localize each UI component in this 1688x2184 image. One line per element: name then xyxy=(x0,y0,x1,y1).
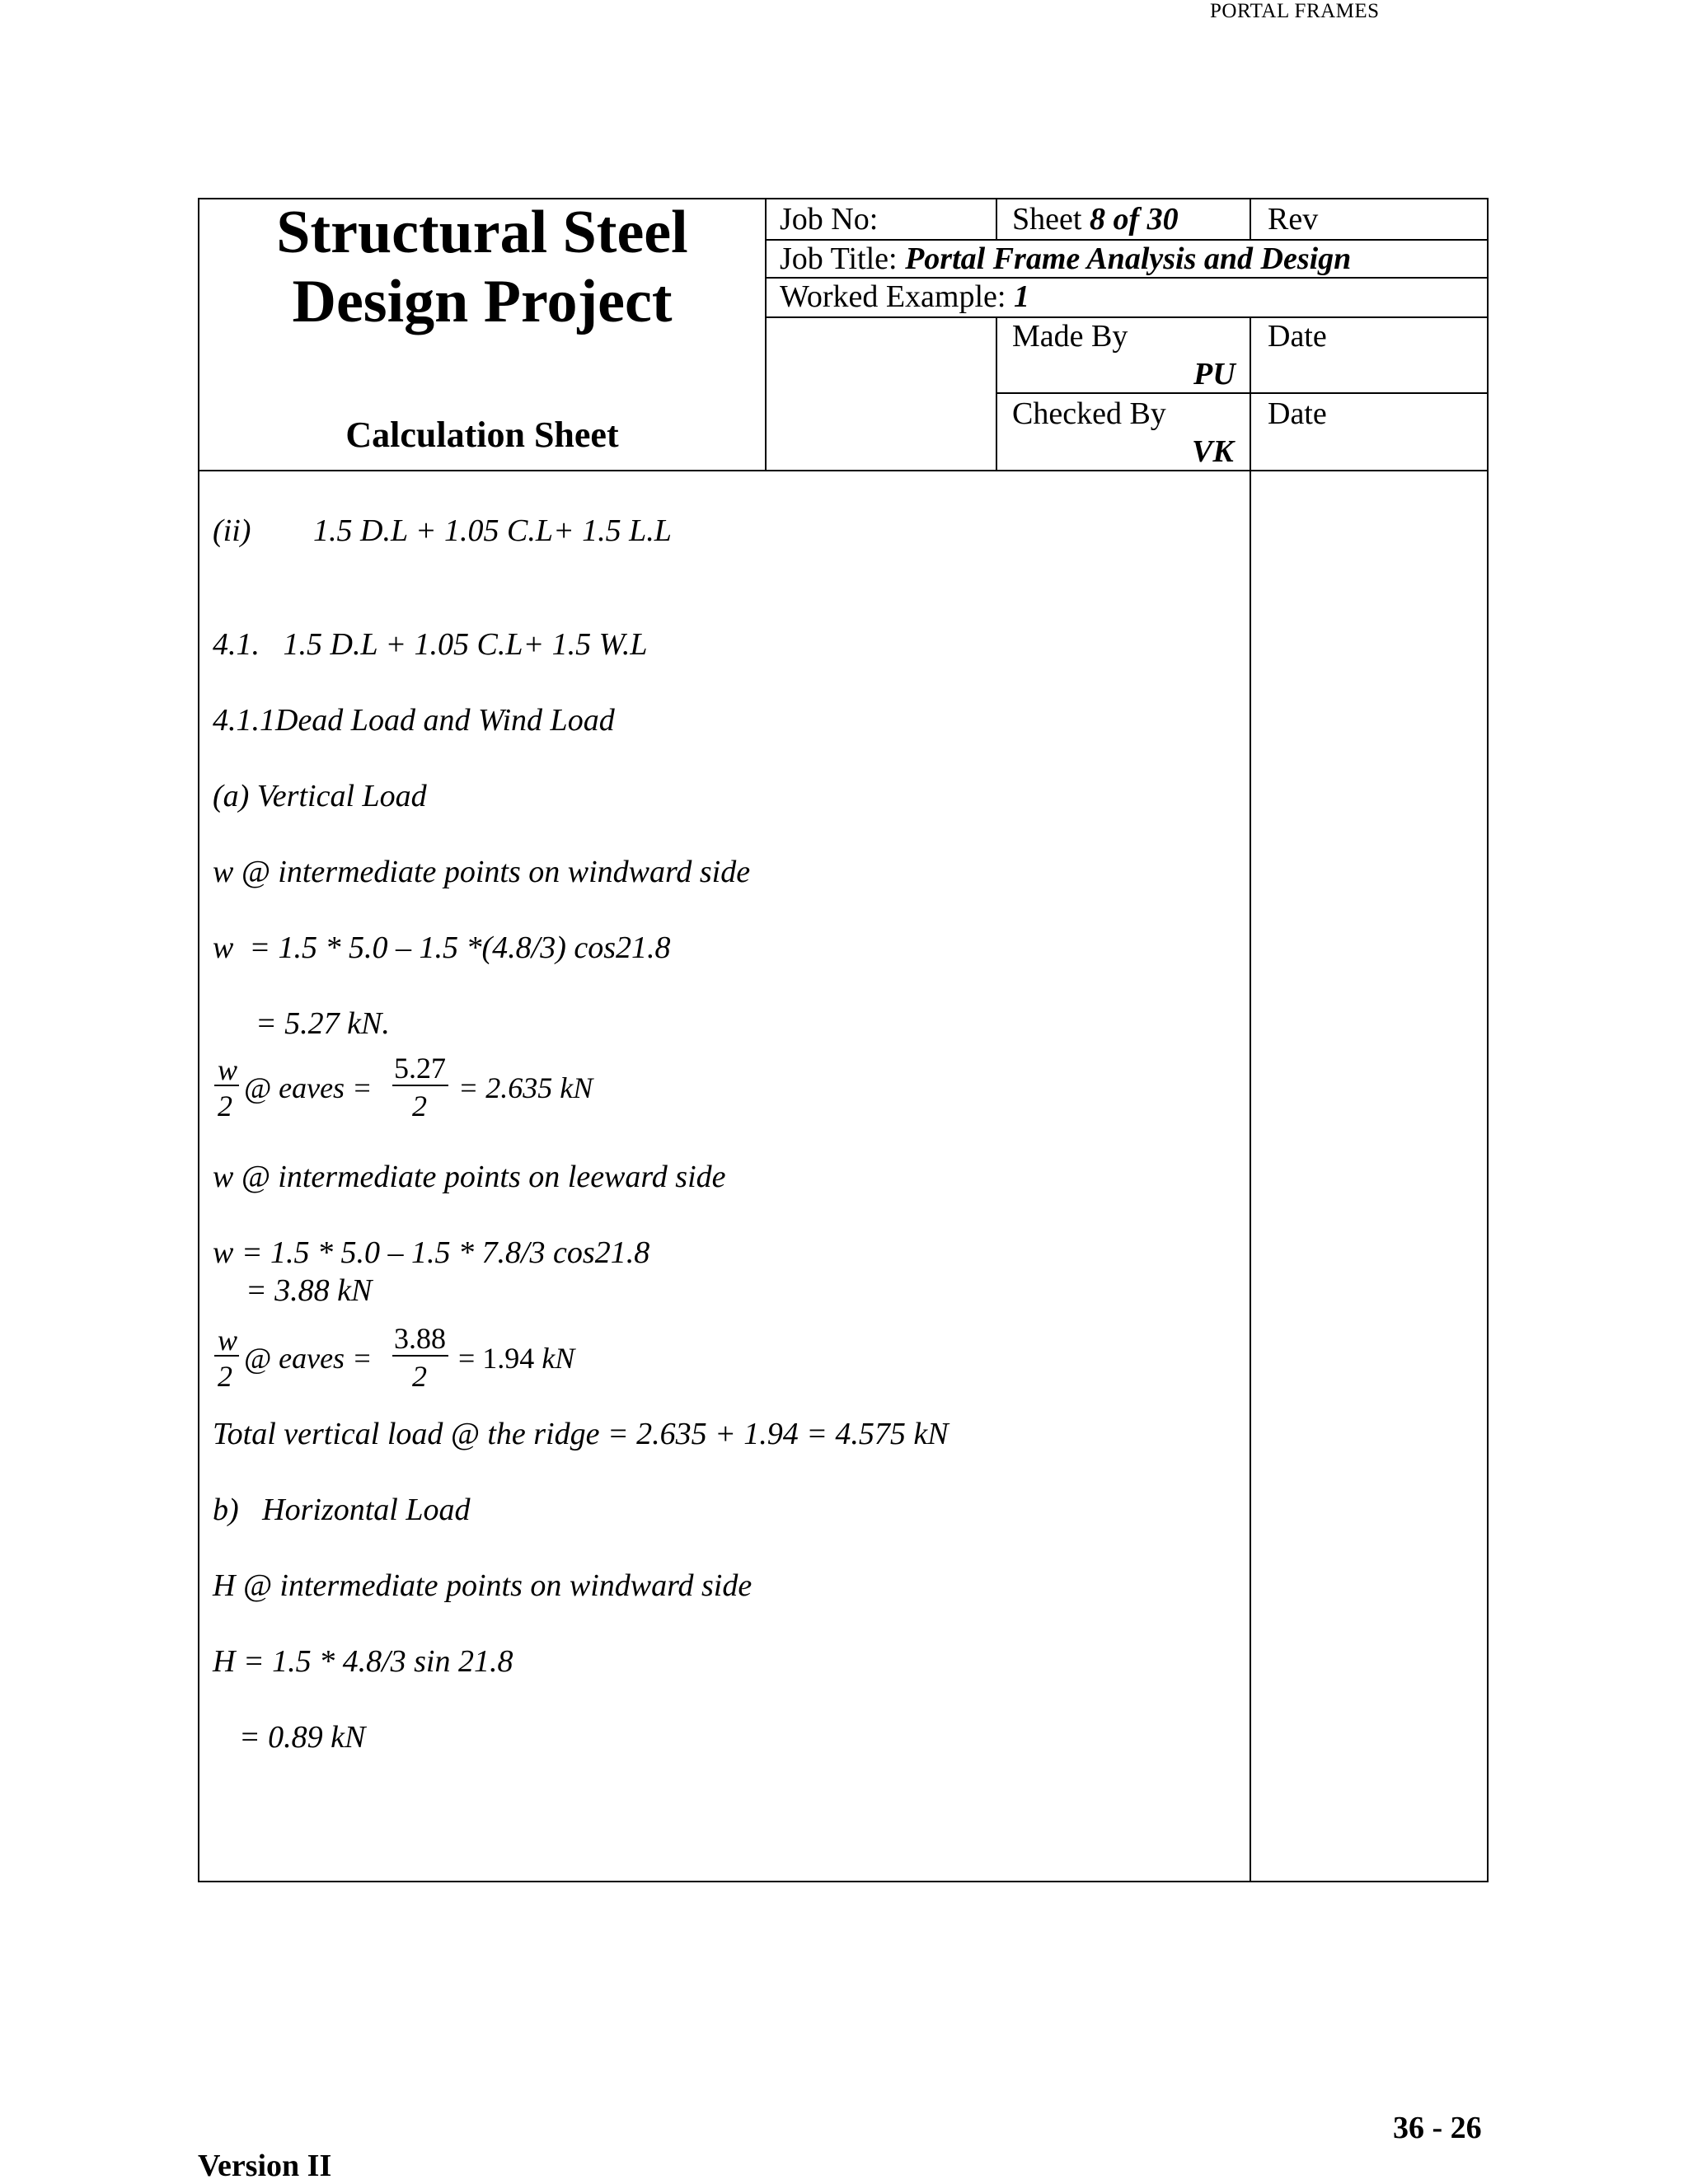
fraction-numerator: w xyxy=(218,1053,238,1086)
worked-example-label: Worked Example: xyxy=(780,279,1006,314)
worked-example-number: 1 xyxy=(1013,279,1029,314)
fraction-numerator: w xyxy=(218,1324,238,1357)
fraction-denominator: 2 xyxy=(218,1090,232,1122)
made-by-initials: PU xyxy=(1193,357,1236,391)
fraction-bar xyxy=(214,1355,239,1357)
leeward-heading: w @ intermediate points on leeward side xyxy=(213,1160,726,1194)
divider xyxy=(996,199,997,239)
section-4-1-1: 4.1.1Dead Load and Wind Load xyxy=(213,703,615,738)
checked-by-initials: VK xyxy=(1192,434,1234,469)
job-title: Portal Frame Analysis and Design xyxy=(905,241,1352,276)
sheet-number: 8 of 30 xyxy=(1089,202,1179,237)
worked-example-cell xyxy=(780,279,1029,315)
project-title xyxy=(199,198,765,336)
fraction-denominator: 2 xyxy=(218,1360,232,1393)
leeward-result: = 3.88 kN xyxy=(246,1273,373,1308)
vertical-load-heading: (a) Vertical Load xyxy=(213,779,427,813)
windward-equation: w = 1.5 * 5.0 – 1.5 *(4.8/3) cos21.8 xyxy=(213,930,671,965)
leeward-equation: w = 1.5 * 5.0 – 1.5 * 7.8/3 cos21.8 xyxy=(213,1235,650,1270)
rev-label: Rev xyxy=(1268,202,1319,237)
value-denominator: 2 xyxy=(412,1360,427,1393)
made-by-label: Made By xyxy=(1012,319,1128,354)
windward-heading: w @ intermediate points on windward side xyxy=(213,855,751,889)
h-windward-heading: H @ intermediate points on windward side xyxy=(213,1568,753,1603)
divider xyxy=(1250,199,1251,239)
eaves-result xyxy=(458,1071,593,1104)
h-equation: H = 1.5 * 4.8/3 sin 21.8 xyxy=(213,1644,513,1679)
job-title-cell xyxy=(780,241,1351,277)
fraction-bar xyxy=(392,1085,448,1086)
case-ii-combination: 1.5 D.L + 1.05 C.L+ 1.5 L.L xyxy=(313,513,672,548)
eaves-label: @ eaves = xyxy=(244,1342,373,1375)
project-title-line2: Design Project xyxy=(292,268,673,335)
project-title-line1: Structural Steel xyxy=(276,199,688,266)
sheet-cell xyxy=(1012,201,1179,237)
job-no-label: Job No: xyxy=(780,202,879,237)
value-numerator: 3.88 xyxy=(394,1322,446,1355)
sheet-type: Calculation Sheet xyxy=(345,415,619,455)
h-result: = 0.89 kN xyxy=(239,1720,366,1755)
case-ii-label: (ii) xyxy=(213,513,251,548)
value-numerator: 5.27 xyxy=(394,1052,446,1085)
divider xyxy=(1250,316,1251,1882)
windward-result: = 5.27 kN. xyxy=(256,1006,390,1041)
value-denominator: 2 xyxy=(412,1090,427,1122)
fraction-bar xyxy=(214,1085,239,1086)
version-label: Version II xyxy=(198,2149,332,2183)
eaves-result-unit: kN xyxy=(560,1071,593,1104)
checked-by-label: Checked By xyxy=(1012,396,1166,431)
eaves-result-unit: kN xyxy=(542,1342,575,1375)
sheet-label: Sheet xyxy=(1012,202,1082,237)
total-vertical-load: Total vertical load @ the ridge = 2.635 + 1.94 = 4.575 kN xyxy=(213,1417,949,1451)
running-header: PORTAL FRAMES xyxy=(1210,0,1380,22)
made-date-label: Date xyxy=(1268,319,1327,354)
page-number: 36 - 26 xyxy=(1393,2111,1482,2145)
eaves-result xyxy=(458,1342,574,1375)
section-4-1: 4.1. 1.5 D.L + 1.05 C.L+ 1.5 W.L xyxy=(213,627,648,662)
eaves-result-value: = 1.94 xyxy=(458,1342,535,1375)
fraction-bar xyxy=(392,1355,448,1357)
horizontal-load-heading: b) Horizontal Load xyxy=(213,1493,471,1527)
eaves-result-value: = 2.635 xyxy=(458,1071,553,1104)
checked-date-label: Date xyxy=(1268,396,1327,431)
divider xyxy=(996,392,1489,394)
eaves-label: @ eaves = xyxy=(244,1071,373,1104)
job-title-label: Job Title: xyxy=(780,241,898,276)
divider xyxy=(199,470,1489,471)
